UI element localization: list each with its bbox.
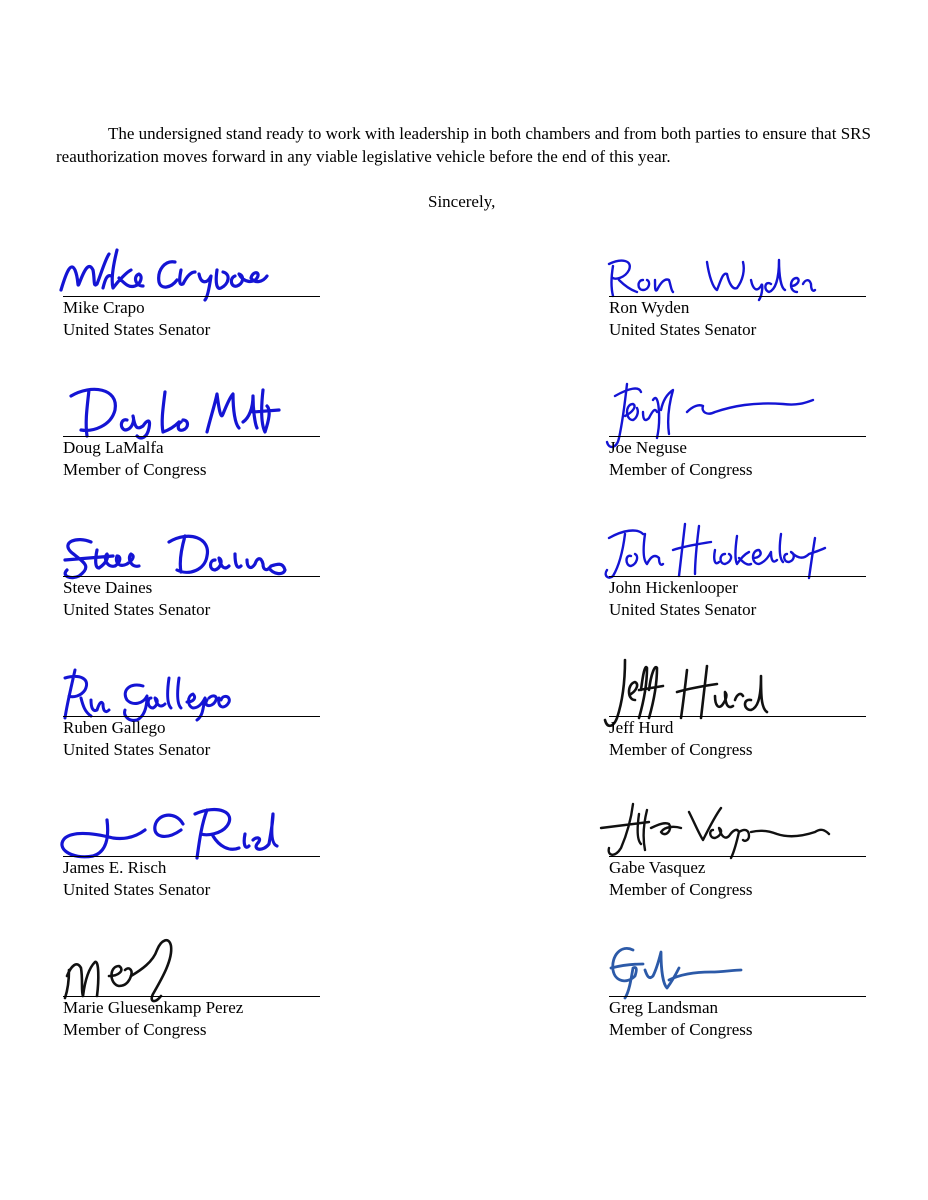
signature-block-hurd — [609, 660, 869, 760]
signature-block-landsman — [609, 940, 869, 1040]
signature-landsman — [603, 940, 843, 1000]
signature-gallego — [57, 660, 297, 720]
signatory-name: John Hickenlooper — [609, 578, 738, 597]
signature-block-crapo — [63, 240, 323, 340]
signatory-title: United States Senator — [609, 320, 757, 339]
signatory-title: Member of Congress — [609, 460, 753, 479]
signatory-name: Doug LaMalfa — [63, 438, 164, 457]
signature-block-neguse — [609, 380, 869, 480]
signatory-name: Gabe Vasquez — [609, 858, 706, 877]
signatory-name: Joe Neguse — [609, 438, 687, 457]
signatory-title: Member of Congress — [63, 460, 207, 479]
signature-vasquez — [603, 800, 843, 860]
letter-closing: Sincerely, — [428, 192, 496, 211]
letter-paragraph — [56, 122, 876, 168]
signatory-title: United States Senator — [63, 880, 211, 899]
signature-crapo — [57, 240, 297, 300]
signature-block-lamalfa — [63, 380, 323, 480]
signatory-name: Mike Crapo — [63, 298, 145, 317]
signature-hurd — [603, 660, 843, 720]
signatory-title: United States Senator — [609, 600, 757, 619]
signatory-name: Marie Gluesenkamp Perez — [63, 998, 244, 1017]
letter-paragraph-text: The undersigned stand ready to work with leadership in both chambers and from both parties to ensure that SRS reauthorization moves forward in any viable legislative vehicle before the end of this year. — [56, 124, 871, 166]
signatory-name: Ron Wyden — [609, 298, 690, 317]
signature-daines — [57, 520, 297, 580]
signature-block-risch — [63, 800, 323, 900]
signatory-title: Member of Congress — [609, 740, 753, 759]
signature-hickenlooper — [603, 520, 843, 580]
signatory-name: Greg Landsman — [609, 998, 719, 1017]
signature-risch — [57, 800, 297, 860]
signature-block-daines — [63, 520, 323, 620]
signatory-title: Member of Congress — [609, 1020, 753, 1039]
signatory-title: Member of Congress — [609, 880, 753, 899]
signature-block-wyden — [609, 240, 869, 340]
signatory-title: United States Senator — [63, 320, 211, 339]
signature-block-perez — [63, 940, 323, 1040]
signature-perez — [57, 940, 297, 1000]
signature-lamalfa — [57, 380, 297, 440]
signature-neguse — [603, 380, 843, 440]
signatory-name: Ruben Gallego — [63, 718, 166, 737]
signatory-name: Jeff Hurd — [609, 718, 674, 737]
signatory-title: United States Senator — [63, 740, 211, 759]
signature-wyden — [603, 240, 843, 300]
signature-block-vasquez — [609, 800, 869, 900]
signatory-name: Steve Daines — [63, 578, 153, 597]
signatory-name: James E. Risch — [63, 858, 167, 877]
signatory-title: United States Senator — [63, 600, 211, 619]
signature-block-gallego — [63, 660, 323, 760]
signature-block-hickenlooper — [609, 520, 869, 620]
signatory-title: Member of Congress — [63, 1020, 207, 1039]
